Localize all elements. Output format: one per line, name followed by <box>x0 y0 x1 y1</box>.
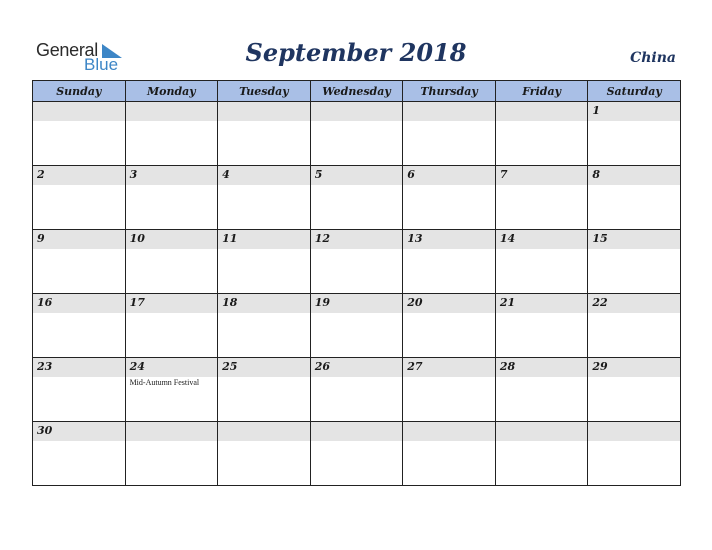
day-number: 1 <box>592 104 601 117</box>
day-number: 30 <box>37 424 53 437</box>
day-number-strip <box>588 422 680 441</box>
day-cell <box>403 294 496 358</box>
day-number: 8 <box>592 168 601 181</box>
day-cell <box>218 358 311 422</box>
day-cell <box>310 294 403 358</box>
day-cell <box>33 102 126 166</box>
day-cell <box>588 102 681 166</box>
day-cell <box>218 102 311 166</box>
day-number: 2 <box>37 168 45 181</box>
day-number-strip <box>403 294 495 313</box>
day-number: 16 <box>37 296 53 309</box>
weekday-tuesday: Tuesday <box>218 81 311 102</box>
day-number-strip <box>126 422 218 441</box>
day-number: 25 <box>222 360 238 373</box>
day-number-strip <box>126 166 218 185</box>
day-cell <box>495 358 588 422</box>
week-row <box>33 102 681 166</box>
day-cell <box>588 358 681 422</box>
day-cell <box>403 230 496 294</box>
day-number-strip <box>218 230 310 249</box>
day-cell <box>125 358 218 422</box>
day-cell <box>403 102 496 166</box>
day-number: 17 <box>129 296 145 309</box>
day-number: 21 <box>499 296 516 309</box>
day-number: 7 <box>499 168 508 181</box>
day-number-strip <box>218 102 310 121</box>
day-number-strip <box>33 102 125 121</box>
day-cell <box>125 294 218 358</box>
day-number-strip <box>496 230 588 249</box>
day-number-strip <box>33 166 125 185</box>
day-cell <box>310 230 403 294</box>
day-number: 13 <box>407 232 423 245</box>
day-number: 5 <box>314 168 323 181</box>
weekday-friday: Friday <box>495 81 588 102</box>
day-number-strip <box>496 166 588 185</box>
day-number: 27 <box>407 360 423 373</box>
day-cell <box>588 166 681 230</box>
day-number-strip <box>33 230 125 249</box>
day-cell <box>403 166 496 230</box>
day-number: 26 <box>314 360 330 373</box>
country-label: China <box>630 50 676 66</box>
weekday-saturday: Saturday <box>588 81 681 102</box>
day-number-strip <box>403 422 495 441</box>
day-cell <box>218 422 311 486</box>
day-cell <box>33 422 126 486</box>
day-cell <box>33 358 126 422</box>
day-cell <box>495 230 588 294</box>
day-cell <box>588 294 681 358</box>
day-number-strip <box>403 358 495 377</box>
week-row <box>33 230 681 294</box>
day-number: 4 <box>222 168 230 181</box>
day-number-strip <box>33 422 125 441</box>
day-number-strip <box>311 230 403 249</box>
day-number: 14 <box>499 232 516 245</box>
day-number: 18 <box>222 296 238 309</box>
day-cell <box>125 102 218 166</box>
day-cell <box>495 422 588 486</box>
day-number-strip <box>218 166 310 185</box>
day-number: 20 <box>407 296 423 309</box>
day-number: 19 <box>314 296 330 309</box>
logo-general-text: General <box>36 40 98 60</box>
day-cell <box>125 166 218 230</box>
day-number: 11 <box>222 232 238 245</box>
week-row <box>33 166 681 230</box>
day-cell <box>33 166 126 230</box>
day-number: 9 <box>37 232 45 245</box>
day-number-strip <box>588 230 680 249</box>
day-number-strip <box>403 166 495 185</box>
day-cell <box>125 422 218 486</box>
calendar-body <box>33 102 681 486</box>
day-number-strip <box>33 358 125 377</box>
day-number: 28 <box>499 360 516 373</box>
day-number-strip <box>588 102 680 121</box>
weekday-thursday: Thursday <box>403 81 496 102</box>
day-number-strip <box>496 102 588 121</box>
day-number-strip <box>311 422 403 441</box>
day-number: 22 <box>592 296 608 309</box>
day-cell <box>495 166 588 230</box>
day-number-strip <box>126 230 218 249</box>
day-cell <box>495 102 588 166</box>
day-cell <box>33 230 126 294</box>
day-cell <box>218 230 311 294</box>
week-row <box>33 358 681 422</box>
weekday-wednesday: Wednesday <box>310 81 403 102</box>
day-number: 3 <box>129 168 138 181</box>
day-cell <box>588 230 681 294</box>
calendar-grid <box>32 80 681 486</box>
day-number: 24 <box>129 360 145 373</box>
day-number-strip <box>218 422 310 441</box>
logo-blue-text: Blue <box>84 55 119 74</box>
day-number-strip <box>588 166 680 185</box>
day-number-strip <box>126 294 218 313</box>
weekday-header-row <box>33 81 681 102</box>
day-number: 6 <box>407 168 415 181</box>
day-cell <box>310 102 403 166</box>
day-number-strip <box>218 358 310 377</box>
day-number-strip <box>218 294 310 313</box>
day-number-strip <box>311 102 403 121</box>
day-cell <box>495 294 588 358</box>
day-number: 15 <box>592 232 608 245</box>
day-number: 23 <box>37 360 53 373</box>
day-number-strip <box>126 102 218 121</box>
day-number-strip <box>403 102 495 121</box>
day-number-strip <box>588 294 680 313</box>
day-number: 10 <box>129 232 145 245</box>
day-cell <box>218 166 311 230</box>
day-cell <box>403 422 496 486</box>
generalblue-logo <box>36 40 136 74</box>
day-number: 29 <box>592 360 608 373</box>
day-number-strip <box>311 294 403 313</box>
weekday-sunday: Sunday <box>33 81 126 102</box>
week-row <box>33 294 681 358</box>
day-cell <box>310 358 403 422</box>
weekday-monday: Monday <box>125 81 218 102</box>
day-number-strip <box>311 358 403 377</box>
day-cell <box>403 358 496 422</box>
week-row <box>33 422 681 486</box>
day-cell <box>125 230 218 294</box>
day-cell <box>310 422 403 486</box>
day-number: 12 <box>314 232 330 245</box>
day-cell <box>310 166 403 230</box>
day-number-strip <box>496 422 588 441</box>
day-number-strip <box>496 358 588 377</box>
holiday-label: Mid-Autumn Festival <box>129 378 200 387</box>
calendar-title: September 2018 <box>245 38 467 67</box>
day-number-strip <box>126 358 218 377</box>
day-number-strip <box>311 166 403 185</box>
day-number-strip <box>588 358 680 377</box>
day-cell <box>218 294 311 358</box>
day-number-strip <box>403 230 495 249</box>
day-number-strip <box>33 294 125 313</box>
day-cell <box>33 294 126 358</box>
day-number-strip <box>496 294 588 313</box>
day-cell <box>588 422 681 486</box>
